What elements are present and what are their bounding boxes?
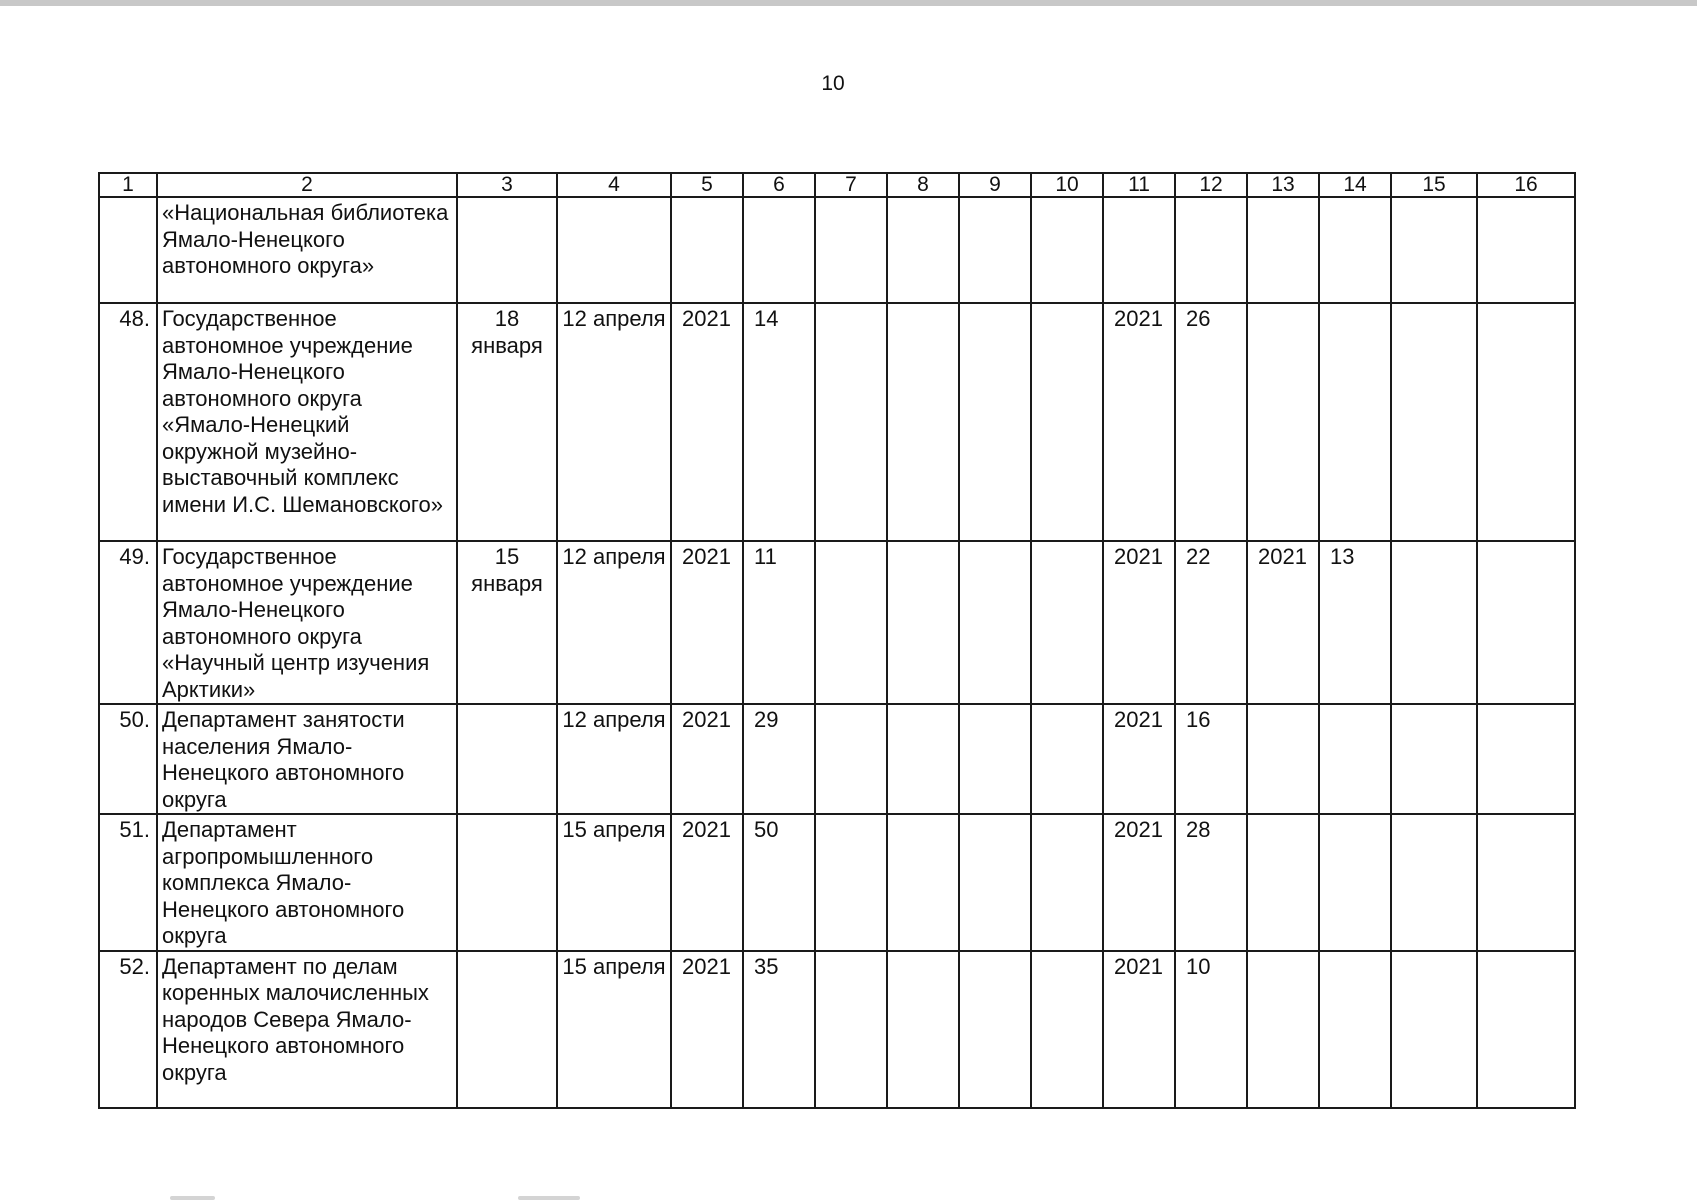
table-row bbox=[99, 814, 1575, 951]
count-cell bbox=[1319, 197, 1391, 303]
empty-cell bbox=[1031, 541, 1103, 704]
empty-cell bbox=[959, 197, 1031, 303]
count-cell: 10 bbox=[1175, 951, 1247, 1108]
header-cell: 4 bbox=[557, 173, 671, 197]
empty-cell bbox=[959, 814, 1031, 951]
date-cell: 15 января bbox=[457, 541, 557, 704]
scan-artifact bbox=[518, 1196, 580, 1200]
year-cell: 2021 bbox=[1103, 814, 1175, 951]
header-cell: 14 bbox=[1319, 173, 1391, 197]
empty-cell bbox=[1391, 704, 1477, 814]
data-table bbox=[98, 172, 1576, 1109]
empty-cell bbox=[1477, 814, 1575, 951]
scan-top-edge bbox=[0, 0, 1697, 6]
count-cell: 29 bbox=[743, 704, 815, 814]
date-cell: 18 января bbox=[457, 303, 557, 541]
organization-name-cell: Департамент занятости населения Ямало-Ненецкого автономного округа bbox=[157, 704, 457, 814]
year-cell: 2021 bbox=[1103, 704, 1175, 814]
count-cell bbox=[1319, 704, 1391, 814]
year-cell: 2021 bbox=[1103, 303, 1175, 541]
header-cell: 6 bbox=[743, 173, 815, 197]
row-number-cell: 51. bbox=[99, 814, 157, 951]
empty-cell bbox=[1031, 303, 1103, 541]
header-cell: 15 bbox=[1391, 173, 1477, 197]
table-body bbox=[99, 173, 1575, 1108]
table-row bbox=[99, 303, 1575, 541]
date-cell: 12 апреля bbox=[557, 541, 671, 704]
empty-cell bbox=[1031, 197, 1103, 303]
header-cell: 8 bbox=[887, 173, 959, 197]
count-cell: 35 bbox=[743, 951, 815, 1108]
header-cell: 7 bbox=[815, 173, 887, 197]
empty-cell bbox=[887, 951, 959, 1108]
header-cell: 3 bbox=[457, 173, 557, 197]
year-cell bbox=[1247, 303, 1319, 541]
table-row bbox=[99, 541, 1575, 704]
empty-cell bbox=[815, 541, 887, 704]
count-cell: 28 bbox=[1175, 814, 1247, 951]
year-cell: 2021 bbox=[671, 303, 743, 541]
empty-cell bbox=[959, 704, 1031, 814]
row-number-cell: 49. bbox=[99, 541, 157, 704]
empty-cell bbox=[887, 814, 959, 951]
empty-cell bbox=[887, 303, 959, 541]
count-cell: 26 bbox=[1175, 303, 1247, 541]
year-cell: 2021 bbox=[1247, 541, 1319, 704]
scan-artifact bbox=[170, 1196, 215, 1200]
empty-cell bbox=[1477, 704, 1575, 814]
empty-cell bbox=[815, 814, 887, 951]
date-cell: 12 апреля bbox=[557, 303, 671, 541]
count-cell bbox=[1319, 814, 1391, 951]
row-number-cell bbox=[99, 197, 157, 303]
empty-cell bbox=[887, 541, 959, 704]
count-cell bbox=[743, 197, 815, 303]
header-cell: 2 bbox=[157, 173, 457, 197]
count-cell: 50 bbox=[743, 814, 815, 951]
table-row bbox=[99, 197, 1575, 303]
empty-cell bbox=[815, 303, 887, 541]
count-cell bbox=[1319, 303, 1391, 541]
header-cell: 9 bbox=[959, 173, 1031, 197]
year-cell bbox=[1247, 814, 1319, 951]
header-cell: 10 bbox=[1031, 173, 1103, 197]
empty-cell bbox=[887, 704, 959, 814]
empty-cell bbox=[1031, 704, 1103, 814]
empty-cell bbox=[1477, 951, 1575, 1108]
empty-cell bbox=[1391, 303, 1477, 541]
year-cell bbox=[1103, 197, 1175, 303]
year-cell bbox=[671, 197, 743, 303]
empty-cell bbox=[1477, 541, 1575, 704]
header-cell: 5 bbox=[671, 173, 743, 197]
header-cell: 11 bbox=[1103, 173, 1175, 197]
row-number-cell: 48. bbox=[99, 303, 157, 541]
header-row bbox=[99, 173, 1575, 197]
date-cell: 15 апреля bbox=[557, 814, 671, 951]
empty-cell bbox=[1391, 951, 1477, 1108]
organization-name-cell: «Национальная библиотека Ямало-Ненецкого автономного округа» bbox=[157, 197, 457, 303]
empty-cell bbox=[815, 951, 887, 1108]
empty-cell bbox=[959, 541, 1031, 704]
table-row bbox=[99, 951, 1575, 1108]
header-cell: 12 bbox=[1175, 173, 1247, 197]
count-cell: 22 bbox=[1175, 541, 1247, 704]
organization-name-cell: Департамент по делам коренных малочисленных народов Севера Ямало-Ненецкого автономного округа bbox=[157, 951, 457, 1108]
count-cell: 16 bbox=[1175, 704, 1247, 814]
count-cell: 14 bbox=[743, 303, 815, 541]
empty-cell bbox=[1031, 814, 1103, 951]
date-cell bbox=[457, 951, 557, 1108]
row-number-cell: 52. bbox=[99, 951, 157, 1108]
empty-cell bbox=[887, 197, 959, 303]
page-number: 10 bbox=[821, 72, 845, 95]
table-row bbox=[99, 704, 1575, 814]
empty-cell bbox=[815, 197, 887, 303]
empty-cell bbox=[1391, 814, 1477, 951]
count-cell: 13 bbox=[1319, 541, 1391, 704]
year-cell: 2021 bbox=[1103, 541, 1175, 704]
date-cell bbox=[457, 814, 557, 951]
date-cell: 15 апреля bbox=[557, 951, 671, 1108]
date-cell bbox=[457, 197, 557, 303]
year-cell bbox=[1247, 197, 1319, 303]
empty-cell bbox=[1391, 541, 1477, 704]
header-cell: 13 bbox=[1247, 173, 1319, 197]
row-number-cell: 50. bbox=[99, 704, 157, 814]
header-cell: 1 bbox=[99, 173, 157, 197]
count-cell bbox=[1319, 951, 1391, 1108]
empty-cell bbox=[1477, 197, 1575, 303]
year-cell: 2021 bbox=[671, 814, 743, 951]
empty-cell bbox=[959, 303, 1031, 541]
year-cell: 2021 bbox=[671, 704, 743, 814]
empty-cell bbox=[815, 704, 887, 814]
organization-name-cell: Департамент агропромышленного комплекса Ямало-Ненецкого автономного округа bbox=[157, 814, 457, 951]
organization-name-cell: Государственное автономное учреждение Ямало-Ненецкого автономного округа «Ямало-Ненецкий окружной музейно-выставочный комплекс имени И.С. Шемановского» bbox=[157, 303, 457, 541]
year-cell bbox=[1247, 704, 1319, 814]
year-cell bbox=[1247, 951, 1319, 1108]
empty-cell bbox=[1477, 303, 1575, 541]
date-cell bbox=[557, 197, 671, 303]
empty-cell bbox=[959, 951, 1031, 1108]
count-cell bbox=[1175, 197, 1247, 303]
empty-cell bbox=[1031, 951, 1103, 1108]
year-cell: 2021 bbox=[671, 541, 743, 704]
organization-name-cell: Государственное автономное учреждение Ямало-Ненецкого автономного округа «Научный центр изучения Арктики» bbox=[157, 541, 457, 704]
header-cell: 16 bbox=[1477, 173, 1575, 197]
count-cell: 11 bbox=[743, 541, 815, 704]
date-cell: 12 апреля bbox=[557, 704, 671, 814]
empty-cell bbox=[1391, 197, 1477, 303]
year-cell: 2021 bbox=[1103, 951, 1175, 1108]
year-cell: 2021 bbox=[671, 951, 743, 1108]
date-cell bbox=[457, 704, 557, 814]
